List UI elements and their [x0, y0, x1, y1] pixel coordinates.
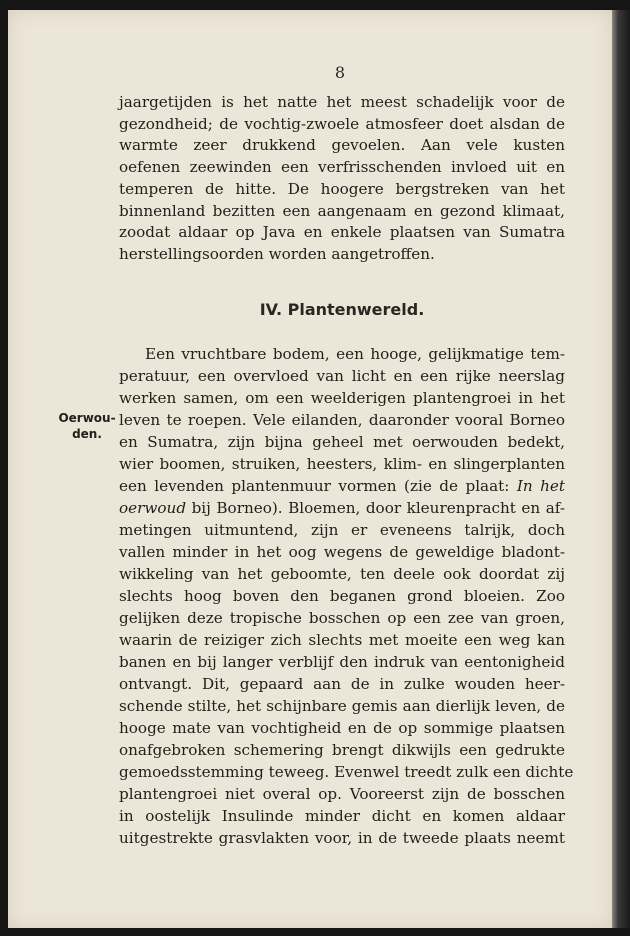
margin-note-line: Oerwou- [58, 411, 116, 425]
text-line: uitgestrekte grasvlakten voor, in de tweede plaats neemt [119, 829, 565, 847]
text-line: gemoedsstemming teweeg. Evenwel treedt zulk een dichte [119, 763, 574, 781]
text-line: banen en bij langer verblijf den indruk van eentonigheid [119, 653, 565, 671]
book-binding-edge [612, 10, 630, 928]
text-line: gezondheid; de vochtig-zwoele atmosfeer doet alsdan de [119, 114, 565, 133]
text-line-with-italic [119, 497, 565, 519]
text-line: metingen uitmuntend, zijn er eveneens talrijk, doch [119, 521, 565, 539]
text-segment: een levenden plantenmuur vormen (zie de plaat: [119, 477, 517, 495]
text-line: schende stilte, het schijnbare gemis aan dierlijk leven, de [119, 697, 565, 715]
text-line: warmte zeer drukkend gevoelen. Aan vele kusten [119, 136, 565, 155]
margin-note [58, 410, 116, 442]
text-line: en Sumatra, zijn bijna geheel met oerwouden bedekt, [119, 433, 565, 451]
text-line: leven te roepen. Vele eilanden, daaronder vooral Borneo [119, 411, 565, 429]
text-line: wikkeling van het geboomte, ten deele ook doordat zij [119, 565, 565, 583]
section-heading: IV. Plantenwereld. [259, 300, 425, 319]
paragraph-climate [119, 92, 565, 266]
text-line: hooge mate van vochtigheid en de op sommige plaatsen [119, 719, 565, 737]
text-line-with-italic [119, 475, 565, 497]
text-line: wier boomen, struiken, heesters, klim- en slingerplanten [119, 455, 565, 473]
plate-title-italic: oerwoud [119, 499, 187, 517]
text-line: gelijken deze tropische bosschen op een zee van groen, [119, 609, 565, 627]
text-line: binnenland bezitten een aangenaam en gezond klimaat, [119, 201, 565, 220]
text-line: werken samen, om een weelderigen plantengroei in het [119, 389, 565, 407]
text-line: peratuur, een overvloed van licht en een rijke neerslag [119, 367, 565, 385]
text-line: oefenen zeewinden een verfrisschenden invloed uit en [119, 158, 565, 177]
text-line: waarin de reiziger zich slechts met moeite een weg kan [119, 631, 565, 649]
text-line: Een vruchtbare bodem, een hooge, gelijkmatige tem- [145, 345, 565, 363]
text-line: temperen de hitte. De hoogere bergstreken van het [119, 179, 565, 198]
text-segment: bij Borneo). Bloemen, door kleurenpracht en af- [191, 499, 565, 517]
margin-note-line: den. [72, 427, 102, 441]
paragraph-plantenwereld [119, 343, 574, 849]
text-line: in oostelijk Insulinde minder dicht en komen aldaar [119, 807, 565, 825]
text-line: plantengroei niet overal op. Vooreerst zijn de bosschen [119, 785, 565, 803]
text-line: slechts hoog boven den beganen grond bloeien. Zoo [119, 587, 565, 605]
text-line: jaargetijden is het natte het meest schadelijk voor de [119, 93, 565, 111]
text-line: ontvangt. Dit, gepaard aan de in zulke wouden heer- [119, 675, 565, 693]
text-line: zoodat aldaar op Java en enkele plaatsen van Sumatra [119, 223, 565, 242]
text-line: vallen minder in het oog wegens de geweldige bladont- [119, 543, 565, 561]
plate-title-italic: In het [516, 477, 566, 495]
text-line: onafgebroken schemering brengt dikwijls een gedrukte [119, 741, 565, 759]
page-number: 8 [334, 63, 346, 82]
text-line: herstellingsoorden worden aangetroffen. [119, 244, 435, 263]
